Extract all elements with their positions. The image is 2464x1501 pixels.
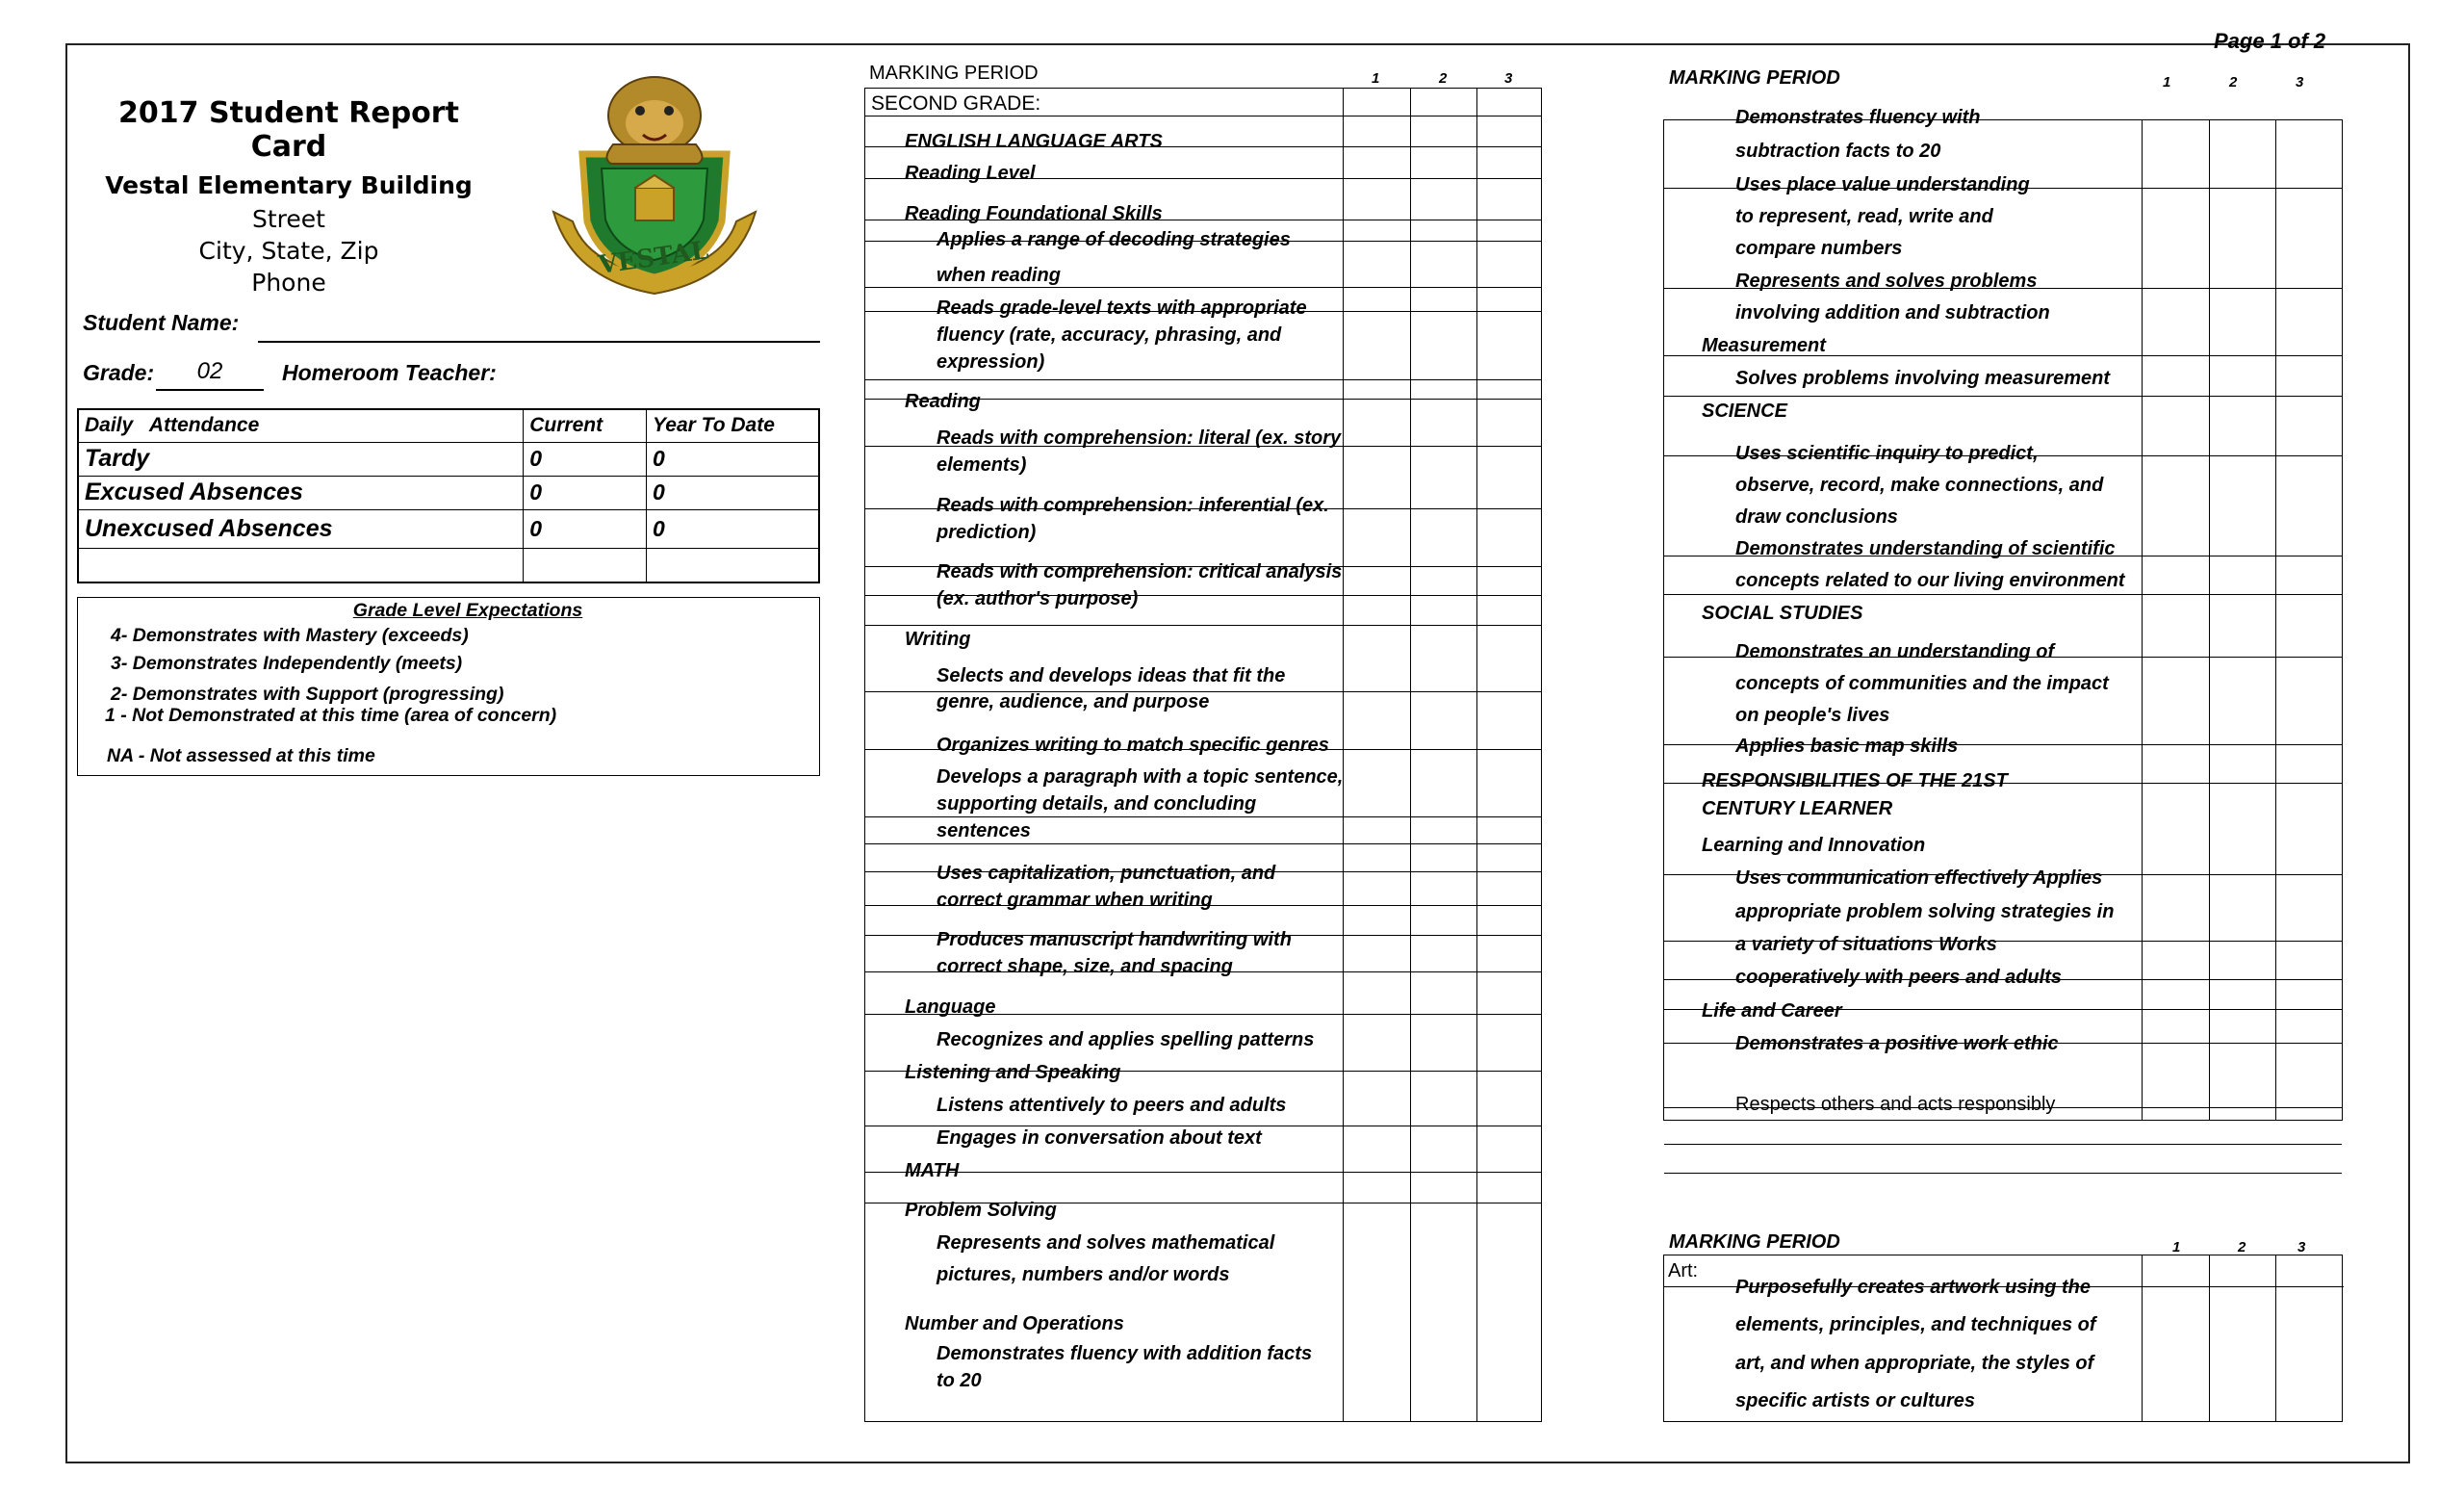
right-standard-text: involving addition and subtraction	[1735, 302, 2050, 323]
middle-standard-text: Organizes writing to match specific genres	[937, 735, 1329, 756]
middle-standard-text: when reading	[937, 265, 1061, 286]
vestal-crest-icon	[544, 67, 765, 298]
middle-standard-text: MATH	[905, 1160, 960, 1181]
report-title: 2017 Student Report Card	[118, 96, 459, 164]
right-standard-text: CENTURY LEARNER	[1702, 798, 1893, 819]
attendance-current: 0	[524, 442, 647, 476]
right-standard-text: Uses scientific inquiry to predict,	[1735, 443, 2039, 464]
art-period-3: 3	[2297, 1239, 2306, 1255]
middle-period-1: 1	[1372, 70, 1380, 87]
right-standard-text: compare numbers	[1735, 238, 1903, 259]
middle-standard-text: Applies a range of decoding strategies	[937, 229, 1291, 250]
grade-value: 02	[196, 358, 223, 384]
attendance-ytd: 0	[647, 509, 819, 548]
middle-marking-period: MARKING PERIOD	[869, 63, 1039, 84]
middle-standard-text: Reads with comprehension: inferential (ex.	[937, 495, 1329, 516]
grid-col-divider	[1343, 89, 1344, 1421]
right-standard-text: Demonstrates understanding of scientific	[1735, 538, 2116, 559]
right-standard-text: Uses communication effectively Applies	[1735, 867, 2103, 889]
right-standard-text: Demonstrates an understanding of	[1735, 641, 2055, 662]
middle-period-2: 2	[1439, 70, 1448, 87]
grid-row-divider	[865, 1172, 1541, 1173]
right-standard-text: draw conclusions	[1735, 506, 1898, 528]
grid-row-divider	[1664, 396, 2342, 397]
art-marking-period: MARKING PERIOD	[1669, 1231, 1840, 1253]
attendance-label: Unexcused Absences	[78, 509, 524, 548]
right-standard-text: Demonstrates fluency with	[1735, 107, 1981, 128]
right-standard-text: SCIENCE	[1702, 401, 1787, 422]
art-standard-text: art, and when appropriate, the styles of	[1735, 1353, 2094, 1374]
attendance-row-tardy	[78, 442, 819, 476]
attendance-ytd: 0	[647, 442, 819, 476]
attendance-header-current: Current	[524, 409, 647, 442]
middle-standard-text: Reading Foundational Skills	[905, 203, 1163, 224]
right-standard-text: cooperatively with peers and adults	[1735, 967, 2062, 988]
right-standard-text: Applies basic map skills	[1735, 736, 1959, 757]
middle-standard-text: prediction)	[937, 522, 1037, 543]
middle-standard-text: Listens attentively to peers and adults	[937, 1095, 1287, 1116]
grade-expectations-box	[77, 597, 820, 776]
grid-col-divider	[2209, 120, 2210, 1120]
attendance-label: Tardy	[78, 442, 524, 476]
art-standard-text: specific artists or cultures	[1735, 1390, 1975, 1411]
right-standard-text: a variety of situations Works	[1735, 934, 1997, 955]
grid-col-divider	[2275, 120, 2276, 1120]
attendance-header-row	[78, 409, 819, 442]
attendance-row-unexcused	[78, 509, 819, 548]
middle-standard-text: supporting details, and concluding	[937, 793, 1257, 815]
grid-col-divider	[1476, 89, 1477, 1421]
art-standard-text: Purposefully creates artwork using the	[1735, 1277, 2091, 1298]
middle-standard-text: Develops a paragraph with a topic sentence,	[937, 766, 1344, 788]
right-standard-text: RESPONSIBILITIES OF THE 21ST	[1702, 770, 2008, 791]
right-standard-text: observe, record, make connections, and	[1735, 475, 2104, 496]
grid-col-divider	[2275, 1255, 2276, 1421]
art-label: Art:	[1668, 1260, 1699, 1281]
middle-standard-text: correct grammar when writing	[937, 890, 1213, 911]
right-standard-text: Represents and solves problems	[1735, 271, 2038, 292]
school-phone: Phone	[251, 269, 326, 297]
right-standard-text: Demonstrates a positive work ethic	[1735, 1033, 2059, 1054]
grid-col-divider	[2142, 1255, 2143, 1421]
middle-standard-text: elements)	[937, 454, 1027, 476]
school-city: City, State, Zip	[198, 237, 379, 265]
right-standard-text: Solves problems involving measurement	[1735, 368, 2111, 389]
grade-field[interactable]	[156, 389, 264, 391]
right-standard-text: concepts related to our living environment	[1735, 570, 2125, 591]
expectation-item: 3- Demonstrates Independently (meets)	[111, 653, 463, 674]
right-standard-text: appropriate problem solving strategies in	[1735, 901, 2115, 922]
middle-standard-text: Uses capitalization, punctuation, and	[937, 863, 1276, 884]
middle-standard-text: Reads with comprehension: critical analysis	[937, 561, 1343, 582]
attendance-table	[77, 408, 820, 583]
art-period-2: 2	[2238, 1239, 2246, 1255]
middle-standard-text: ENGLISH LANGUAGE ARTS	[905, 131, 1163, 152]
expectation-item: 4- Demonstrates with Mastery (exceeds)	[111, 625, 469, 646]
right-period-3: 3	[2296, 74, 2304, 91]
middle-standard-text: Listening and Speaking	[905, 1062, 1121, 1083]
middle-standard-text: Problem Solving	[905, 1200, 1057, 1221]
middle-standard-text: Reading Level	[905, 163, 1036, 184]
right-period-2: 2	[2229, 74, 2238, 91]
grid-row-divider	[865, 379, 1541, 380]
middle-standard-text: Represents and solves mathematical	[937, 1232, 1275, 1254]
grade-label: Grade:	[83, 360, 155, 385]
right-standard-text: Measurement	[1702, 335, 1826, 356]
homeroom-teacher-label: Homeroom Teacher:	[282, 360, 497, 385]
school-street: Street	[252, 205, 325, 233]
middle-standard-text: Reads with comprehension: literal (ex. story	[937, 427, 1342, 449]
student-name-field[interactable]	[258, 341, 820, 343]
middle-standard-text: fluency (rate, accuracy, phrasing, and	[937, 324, 1282, 346]
middle-standard-text: correct shape, size, and spacing	[937, 956, 1233, 977]
grade-heading: SECOND GRADE:	[871, 92, 1041, 115]
right-standard-text: Learning and Innovation	[1702, 835, 1926, 856]
right-standard-text: on people's lives	[1735, 705, 1890, 726]
middle-standard-text: Demonstrates fluency with addition facts	[937, 1343, 1313, 1364]
right-marking-period: MARKING PERIOD	[1669, 67, 1840, 89]
grid-row-divider	[1664, 1144, 2342, 1145]
middle-period-3: 3	[1504, 70, 1513, 87]
attendance-row-blank	[78, 548, 819, 582]
attendance-ytd: 0	[647, 476, 819, 509]
middle-standard-text: Selects and develops ideas that fit the	[937, 665, 1286, 686]
middle-standard-text: Number and Operations	[905, 1313, 1124, 1334]
right-standard-text: to represent, read, write and	[1735, 206, 1993, 227]
art-standard-text: elements, principles, and techniques of	[1735, 1314, 2096, 1335]
right-standard-text: subtraction facts to 20	[1735, 141, 1941, 162]
middle-standard-text: Recognizes and applies spelling patterns	[937, 1029, 1315, 1050]
school-header	[77, 96, 500, 300]
middle-standard-text: (ex. author's purpose)	[937, 588, 1139, 609]
right-standard-text: Uses place value understanding	[1735, 174, 2030, 195]
right-standard-text: Respects others and acts responsibly	[1735, 1094, 2056, 1115]
student-name-label: Student Name:	[83, 310, 240, 335]
expectations-title: Grade Level Expectations	[352, 600, 583, 621]
page-number: Page 1 of 2	[2214, 29, 2326, 53]
middle-standard-text: Reading	[905, 391, 981, 412]
attendance-current: 0	[524, 476, 647, 509]
middle-standard-text: Engages in conversation about text	[937, 1127, 1262, 1149]
attendance-header-ytd: Year To Date	[647, 409, 819, 442]
art-period-1: 1	[2172, 1239, 2181, 1255]
crest-text: VESTAL	[596, 236, 710, 280]
middle-standard-text: pictures, numbers and/or words	[937, 1264, 1230, 1285]
expectation-item: 2- Demonstrates with Support (progressing)	[111, 684, 504, 705]
middle-standard-text: Produces manuscript handwriting with	[937, 929, 1292, 950]
attendance-label: Excused Absences	[78, 476, 524, 509]
right-standard-text: Life and Career	[1702, 1000, 1842, 1022]
grid-row-divider	[1664, 594, 2342, 595]
middle-standard-text: to 20	[937, 1370, 982, 1391]
expectation-item: 1 - Not Demonstrated at this time (area of concern)	[105, 705, 557, 726]
expectation-item: NA - Not assessed at this time	[107, 745, 375, 766]
middle-standard-text: Reads grade-level texts with appropriate	[937, 298, 1307, 319]
middle-standard-text: Language	[905, 996, 996, 1018]
grid-col-divider	[1410, 89, 1411, 1421]
attendance-current: 0	[524, 509, 647, 548]
middle-standard-text: expression)	[937, 351, 1045, 373]
right-period-1: 1	[2163, 74, 2171, 91]
right-standard-text: concepts of communities and the impact	[1735, 673, 2109, 694]
middle-standard-text: genre, audience, and purpose	[937, 691, 1210, 712]
attendance-row-excused	[78, 476, 819, 509]
school-building: Vestal Elementary Building	[105, 171, 473, 199]
middle-standard-text: Writing	[905, 629, 971, 650]
attendance-header-daily: Daily Attendance	[78, 409, 524, 442]
grid-col-divider	[2142, 120, 2143, 1120]
grid-row-divider	[1664, 1173, 2342, 1174]
middle-standard-text: sentences	[937, 820, 1031, 841]
grid-col-divider	[2209, 1255, 2210, 1421]
right-standard-text: SOCIAL STUDIES	[1702, 603, 1863, 624]
